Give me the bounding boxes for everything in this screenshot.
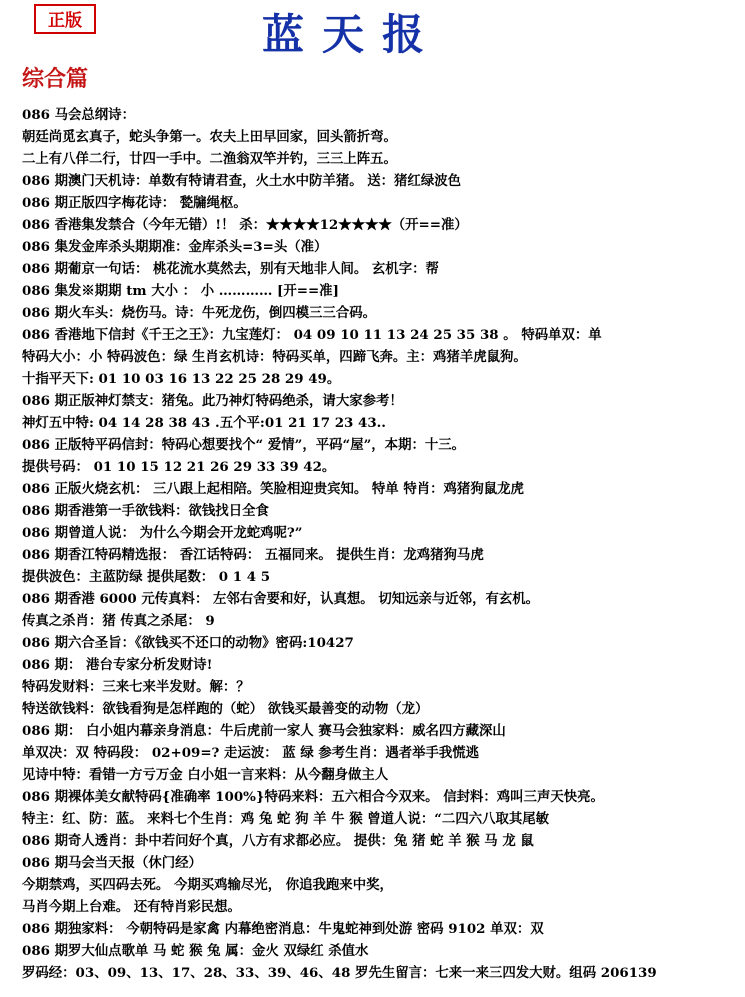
text-line: 传真之杀肖：猪 传真之杀尾： 9 (22, 613, 215, 629)
section-heading: 综合篇 (22, 67, 89, 92)
text-line: 086 香港集发禁合（今年无错）!！ 杀：★★★★12★★★★（开==准） (22, 217, 468, 233)
text-line: 086 期六合圣旨：《欲钱买不还口的动物》密码:10427 (22, 635, 354, 651)
text-line: 二上有八佯二行，廿四一手中。二渔翁双竿并钓，三三上阵五。 (22, 151, 397, 167)
text-line: 086 期： 白小姐内幕亲身消息：牛后虎前一家人 赛马会独家料：威名四方藏深山 (22, 723, 506, 739)
text-line: 086 期香港第一手欲钱料：欲钱找日全食 (22, 503, 269, 519)
text-line: 086 期葡京一句话： 桃花流水莫然去，别有天地非人间。 玄机字：帮 (22, 261, 439, 277)
text-line: 提供波色：主蓝防绿 提供尾数： 0 1 4 5 (22, 569, 271, 585)
text-line: 见诗中特：看错一方亏万金 白小姐一言来料：从今翻身做主人 (22, 767, 389, 783)
text-line: 086 正版火烧玄机： 三八跟上起相陪。笑脸相迎贵宾知。 特单 特肖：鸡猪狗鼠龙虎 (22, 481, 524, 497)
text-line: 086 期马会当天报（休门经） (22, 855, 202, 871)
genuine-badge: 正版 (34, 4, 96, 34)
text-line: 086 期正版神灯禁支：猪兔。此乃神灯特码绝杀，请大家参考！ (22, 393, 403, 409)
text-line: 特码大小：小 特码波色：绿 生肖玄机诗：特码买单，四蹄飞奔。主：鸡猪羊虎鼠狗。 (22, 349, 527, 365)
text-line: 单双决：双 特码段： 02+09=? 走运波： 蓝 绿 参考生肖：遇者举手我慌逃 (22, 745, 480, 761)
text-line: 提供号码： 01 10 15 12 21 26 29 33 39 42。 (22, 459, 336, 475)
text-line: 086 期正版四字梅花诗： 甃牖绳枢。 (22, 195, 247, 211)
text-line: 086 期奇人透肖：卦中若问好个真，八方有求都必应。 提供：兔 猪 蛇 羊 猴 马 龙 鼠 (22, 833, 534, 849)
text-line: 086 期： 港台专家分析发财诗! (22, 657, 213, 673)
text-line: 086 正版特平码信封：特码心想要找个“ 爱情”，平码“屋”，本期：十三。 (22, 437, 466, 453)
text-line: 086 集发※期期 tm 大小 ： 小 ………… [开==准] (22, 283, 339, 299)
text-line: 086 期独家料： 今朝特码是家禽 内幕绝密消息：牛鬼蛇神到处游 密码 9102 单双：双 (22, 921, 544, 937)
text-line: 086 期罗大仙点歌单 马 蛇 猴 兔 属：金火 双绿红 杀值水 (22, 943, 369, 959)
text-line: 086 期澳门天机诗：单数有特请君查，火土水中防羊猪。 送：猪红绿波色 (22, 173, 461, 189)
text-line: 特主：红、防：蓝。 来料七个生肖：鸡 兔 蛇 狗 羊 牛 猴 曾道人说：“二四六八取其尾敏 (22, 811, 550, 827)
text-line: 朝廷尚觅玄真子，蛇头争第一。农夫上田早回家，回头箭折弯。 (22, 129, 397, 145)
text-line: 086 期火车头：烧伤马。诗：牛死龙伤，倒四模三三合码。 (22, 305, 376, 321)
text-line: 十指平天下: 01 10 03 16 13 22 25 28 29 49。 (22, 371, 341, 387)
text-line: 罗码经：03、09、13、17、28、33、39、46、48 罗先生留言：七来一来三四发大财。组码 206139 (22, 965, 657, 981)
text-line: 马肖今期上台难。 还有特肖彩民想。 (22, 899, 241, 915)
text-line: 特送欲钱料：欲钱看狗是怎样跑的（蛇） 欲钱买最善变的动物（龙） (22, 701, 429, 717)
text-line: 086 期裸体美女献特码{准确率 100%}特码来料：五六相合今双来。 信封料：鸡叫三声天快亮。 (22, 789, 604, 805)
content-body (22, 104, 737, 984)
text-line: 086 马会总纲诗： (22, 107, 135, 123)
text-line: 086 期香港 6000 元传真料： 左邻右舍要和好，认真想。 切知远亲与近邻，有玄机。 (22, 591, 540, 607)
newspaper-title: 蓝天报 (262, 10, 443, 59)
text-line: 神灯五中特: 04 14 28 38 43 .五个平:01 21 17 23 43.. (22, 415, 386, 431)
text-line: 特码发财料：三来七来半发财。解：？ (22, 679, 250, 695)
text-line: 086 集发金库杀头期期准：金库杀头=3=头（准） (22, 239, 328, 255)
text-line: 086 香港地下信封《千王之王》：九宝莲灯： 04 09 10 11 13 24 25 35 38 。 特码单双：单 (22, 327, 602, 343)
text-line: 086 期香江特码精选报： 香江话特码： 五福同来。 提供生肖：龙鸡猪狗马虎 (22, 547, 484, 563)
text-line: 086 期曾道人说： 为什么今期会开龙蛇鸡呢?” (22, 525, 303, 541)
text-line: 今期禁鸡，买四码去死。 今期买鸡输尽光， 你追我跑来中奖， (22, 877, 393, 893)
